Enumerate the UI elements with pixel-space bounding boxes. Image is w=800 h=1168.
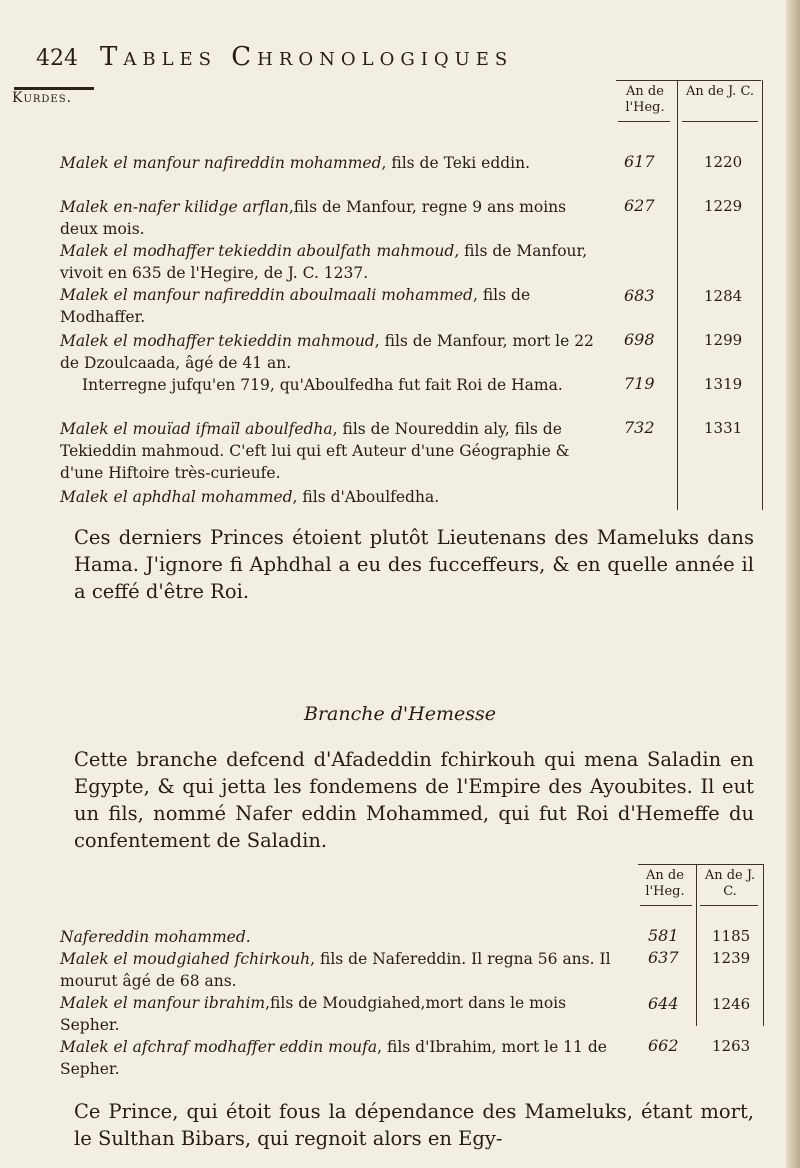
- table-row-jc: 1263: [712, 1037, 751, 1055]
- table-row-jc: 1220: [704, 153, 743, 171]
- table-row-hegira: 581: [648, 926, 679, 945]
- table-row: Malek el afchraf modhaffer eddin moufa, fils d'Ibrahim, mort le 11 de Sepher.: [60, 1038, 607, 1078]
- table-row-hegira: 732: [624, 418, 655, 437]
- table-row: Malek el moudgiahed fchirkouh, fils de Nafereddin. Il regna 56 ans. Il mourut âgé de 68 ans.: [60, 950, 611, 990]
- page-number: 424: [36, 46, 78, 71]
- table-row-jc: 1299: [704, 331, 743, 349]
- table-row-jc: 1229: [704, 197, 743, 215]
- table1-header-rule: [682, 121, 758, 122]
- table2-divider: [696, 864, 697, 1026]
- table-row: Malek el manfour ibrahim,fils de Moudgiahed,mort dans le mois Sepher.: [60, 994, 567, 1034]
- margin-label: Kurdes.: [12, 90, 73, 106]
- table-row-jc: 1331: [704, 419, 743, 437]
- table-row-hegira: 662: [648, 1036, 679, 1055]
- table-row-jc: 1185: [712, 927, 751, 945]
- table-row-hegira: 698: [624, 330, 655, 349]
- table1-col-jc: An de J. C.: [685, 84, 755, 99]
- table-row: Malek el modhaffer tekieddin aboulfath mahmoud, fils de Manfour, vivoit en 635 de l'Hegire, de J. C. 1237.: [60, 242, 588, 282]
- running-header: Tables Chronologiques: [100, 42, 514, 72]
- table-row-hegira: 637: [648, 948, 679, 967]
- table1-top-rule: [616, 80, 761, 81]
- paragraph: Ce Prince, qui étoit fous la dépendance des Mameluks, étant mort, le Sulthan Bibars, qui regnoit alors en Egy-: [74, 1100, 754, 1150]
- table1-divider: [677, 80, 678, 510]
- table-row: Interregne jufqu'en 719, qu'Aboulfedha fut fait Roi de Hama.: [82, 376, 563, 394]
- table-row: Malek en-nafer kilidge arflan,fils de Manfour, regne 9 ans moins deux mois.: [60, 198, 567, 238]
- table2-header-rule: [700, 905, 758, 906]
- section-heading: Branche d'Hemesse: [304, 703, 496, 725]
- table2-header-rule: [640, 905, 692, 906]
- table-row: Malek el aphdhal mohammed, fils d'Aboulfedha.: [60, 488, 440, 506]
- table2-top-rule: [638, 864, 763, 865]
- table-row-hegira: 617: [624, 152, 655, 171]
- table-row: Nafereddin mohammed.: [60, 928, 251, 946]
- page-edge-shadow: [786, 0, 800, 1168]
- table-row-hegira: 719: [624, 374, 655, 393]
- table-row: Malek el manfour nafireddin aboulmaali mohammed, fils de Modhaffer.: [60, 286, 531, 326]
- table-row-hegira: 627: [624, 196, 655, 215]
- table-row-jc: 1246: [712, 995, 751, 1013]
- paragraph: Ces derniers Princes étoient plutôt Lieutenans des Mameluks dans Hama. J'ignore fi Aphdhal a eu des fucceffeurs, & en quelle année il a ceffé d'être Roi.: [74, 526, 754, 603]
- table1-col-hegira: An de l'Heg.: [625, 84, 665, 115]
- paragraph: Cette branche defcend d'Afadeddin fchirkouh qui mena Saladin en Egypte, & qui jetta les fondemens de l'Empire des Ayoubites. Il eut un fils, nommé Nafer eddin Mohammed, qui fut Roi d'Hemeffe du confentement de Saladin.: [74, 748, 754, 852]
- table-row-jc: 1284: [704, 287, 743, 305]
- table2-right-rule: [763, 864, 764, 1026]
- table-row: Malek el modhaffer tekieddin mahmoud, fils de Manfour, mort le 22 de Dzoulcaada, âgé de 41 an.: [60, 332, 594, 372]
- table2-col-jc: An de J. C.: [704, 868, 756, 899]
- table-row-jc: 1319: [704, 375, 743, 393]
- table-row-hegira: 644: [648, 994, 679, 1013]
- table1-header-rule: [618, 121, 670, 122]
- table-row-hegira: 683: [624, 286, 655, 305]
- table-row-jc: 1239: [712, 949, 751, 967]
- table2-col-hegira: An de l'Heg.: [645, 868, 685, 899]
- table-row: Malek el mouïad ifmaïl aboulfedha, fils de Noureddin aly, fils de Tekieddin mahmoud. C'eft lui qui eft Auteur d'une Géographie & d'une Hiftoire très-curieufe.: [60, 420, 570, 482]
- table-row: Malek el manfour nafireddin mohammed, fils de Teki eddin.: [60, 154, 531, 172]
- table1-right-rule: [762, 80, 763, 510]
